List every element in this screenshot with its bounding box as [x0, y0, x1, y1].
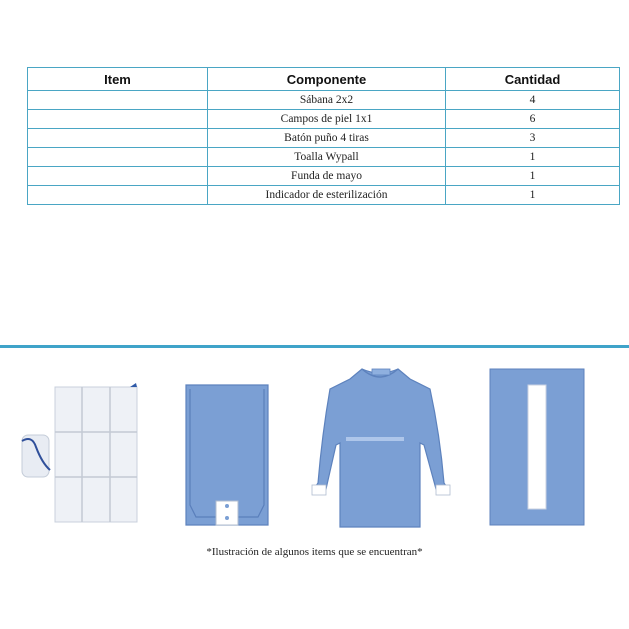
cell-cantidad: 1: [446, 186, 620, 205]
cell-componente: Toalla Wypall: [208, 148, 446, 167]
cell-item: [28, 110, 208, 129]
header-componente: Componente: [208, 68, 446, 91]
cell-cantidad: 3: [446, 129, 620, 148]
table-row: [28, 91, 620, 110]
surgical-gown-icon: [312, 369, 450, 527]
table-row: [28, 186, 620, 205]
folded-sheet-icon: [22, 383, 137, 522]
table-row: [28, 148, 620, 167]
cell-cantidad: 4: [446, 91, 620, 110]
cell-cantidad: 1: [446, 167, 620, 186]
cell-item: [28, 148, 208, 167]
cell-componente: Funda de mayo: [208, 167, 446, 186]
section-divider: [0, 345, 629, 348]
table-row: [28, 167, 620, 186]
header-cantidad: Cantidad: [446, 68, 620, 91]
table-row: [28, 129, 620, 148]
cell-cantidad: 1: [446, 148, 620, 167]
cell-item: [28, 167, 208, 186]
cell-item: [28, 91, 208, 110]
mayo-cover-icon: [186, 385, 268, 525]
cell-componente: Indicador de esterilización: [208, 186, 446, 205]
header-item: Item: [28, 68, 208, 91]
cell-item: [28, 129, 208, 148]
cell-cantidad: 6: [446, 110, 620, 129]
cell-componente: Sábana 2x2: [208, 91, 446, 110]
illustrations: [0, 355, 629, 535]
components-table: [27, 67, 620, 205]
table-header-row: [28, 68, 620, 91]
table-row: [28, 110, 620, 129]
cell-componente: Campos de piel 1x1: [208, 110, 446, 129]
cell-item: [28, 186, 208, 205]
components-table-container: [27, 67, 619, 205]
skin-drape-icon: [490, 369, 584, 525]
cell-componente: Batón puño 4 tiras: [208, 129, 446, 148]
illustration-caption: *Ilustración de algunos items que se encuentran*: [206, 546, 423, 558]
